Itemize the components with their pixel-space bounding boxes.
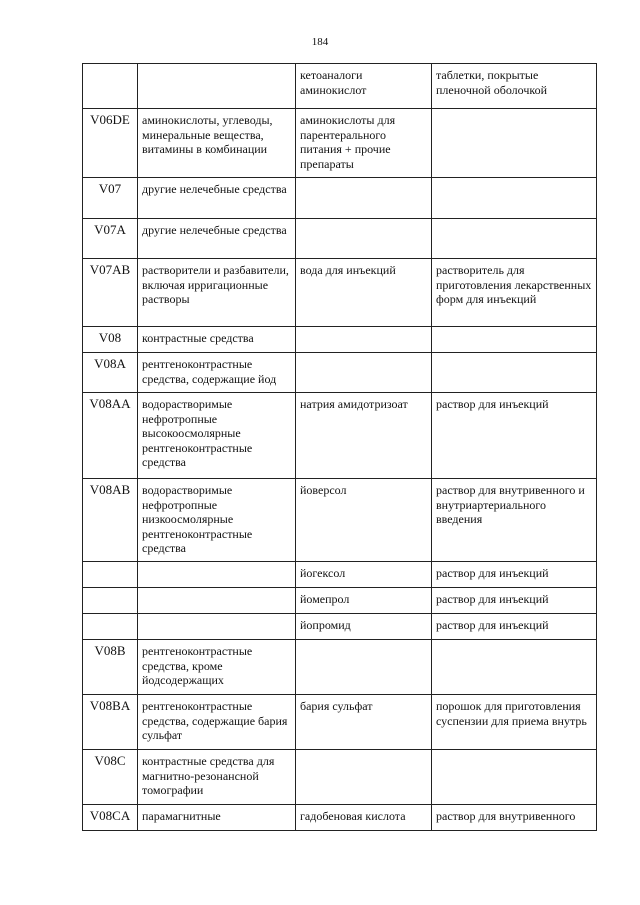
table-row [83,562,597,588]
atc-code-cell: V08AB [83,479,138,562]
atc-code-cell [83,64,138,109]
table-row [83,259,597,327]
drug-name-cell: йопромид [296,614,432,640]
table-row [83,750,597,805]
drug-name-cell: йоверсол [296,479,432,562]
group-name-cell: водорастворимые нефротропные низкоосмолярные рентгеноконтрастные средства [138,479,296,562]
dosage-form-cell: порошок для приготовления суспензии для приема внутрь [432,695,597,750]
page-number: 184 [311,36,329,48]
atc-code-cell [83,562,138,588]
atc-code-cell: V08AA [83,393,138,479]
table-row [83,109,597,178]
group-name-cell [138,614,296,640]
group-name-cell [138,562,296,588]
group-name-cell [138,64,296,109]
drug-name-cell: бария сульфат [296,695,432,750]
atc-code-cell: V08B [83,640,138,695]
dosage-form-cell [432,109,597,178]
group-name-cell: аминокислоты, углеводы, минеральные вещества, витамины в комбинации [138,109,296,178]
group-name-cell: контрастные средства [138,327,296,353]
drug-classification-table [82,63,597,831]
dosage-form-cell [432,750,597,805]
drug-name-cell: йомепрол [296,588,432,614]
dosage-form-cell [432,327,597,353]
drug-name-cell [296,219,432,259]
table-row [83,393,597,479]
group-name-cell: рентгеноконтрастные средства, содержащие бария сульфат [138,695,296,750]
group-name-cell: рентгеноконтрастные средства, содержащие йод [138,353,296,393]
group-name-cell: рентгеноконтрастные средства, кроме йодсодержащих [138,640,296,695]
table-row [83,479,597,562]
dosage-form-cell: таблетки, покрытые пленочной оболочкой [432,64,597,109]
dosage-form-cell: раствор для инъекций [432,393,597,479]
dosage-form-cell [432,640,597,695]
dosage-form-cell: раствор для инъекций [432,588,597,614]
atc-code-cell: V06DE [83,109,138,178]
drug-name-cell: аминокислоты для парентерального питания + прочие препараты [296,109,432,178]
table-row [83,64,597,109]
dosage-form-cell: раствор для инъекций [432,614,597,640]
table-row [83,614,597,640]
group-name-cell: контрастные средства для магнитно-резонансной томографии [138,750,296,805]
drug-name-cell [296,750,432,805]
group-name-cell: другие нелечебные средства [138,178,296,219]
table-row [83,327,597,353]
table-row [83,353,597,393]
atc-code-cell: V08A [83,353,138,393]
table-row [83,805,597,831]
atc-code-cell: V08 [83,327,138,353]
atc-code-cell: V07A [83,219,138,259]
drug-name-cell: вода для инъекций [296,259,432,327]
table-row [83,178,597,219]
dosage-form-cell: растворитель для приготовления лекарственных форм для инъекций [432,259,597,327]
group-name-cell: водорастворимые нефротропные высокоосмолярные рентгеноконтрастные средства [138,393,296,479]
group-name-cell: растворители и разбавители, включая ирригационные растворы [138,259,296,327]
drug-name-cell [296,327,432,353]
group-name-cell: парамагнитные [138,805,296,831]
drug-name-cell: кетоаналоги аминокислот [296,64,432,109]
drug-name-cell: гадобеновая кислота [296,805,432,831]
drug-name-cell [296,178,432,219]
drug-name-cell [296,353,432,393]
drug-name-cell: йогексол [296,562,432,588]
group-name-cell [138,588,296,614]
atc-code-cell [83,614,138,640]
drug-name-cell: натрия амидотризоат [296,393,432,479]
drug-name-cell [296,640,432,695]
table-row [83,640,597,695]
dosage-form-cell [432,178,597,219]
dosage-form-cell: раствор для внутривенного и внутриартериального введения [432,479,597,562]
group-name-cell: другие нелечебные средства [138,219,296,259]
dosage-form-cell: раствор для инъекций [432,562,597,588]
table-row [83,695,597,750]
table-row [83,588,597,614]
atc-code-cell: V08CA [83,805,138,831]
dosage-form-cell: раствор для внутривенного [432,805,597,831]
dosage-form-cell [432,219,597,259]
table-row [83,219,597,259]
atc-code-cell: V07 [83,178,138,219]
atc-code-cell: V08C [83,750,138,805]
atc-code-cell: V08BA [83,695,138,750]
atc-code-cell [83,588,138,614]
dosage-form-cell [432,353,597,393]
atc-code-cell: V07AB [83,259,138,327]
